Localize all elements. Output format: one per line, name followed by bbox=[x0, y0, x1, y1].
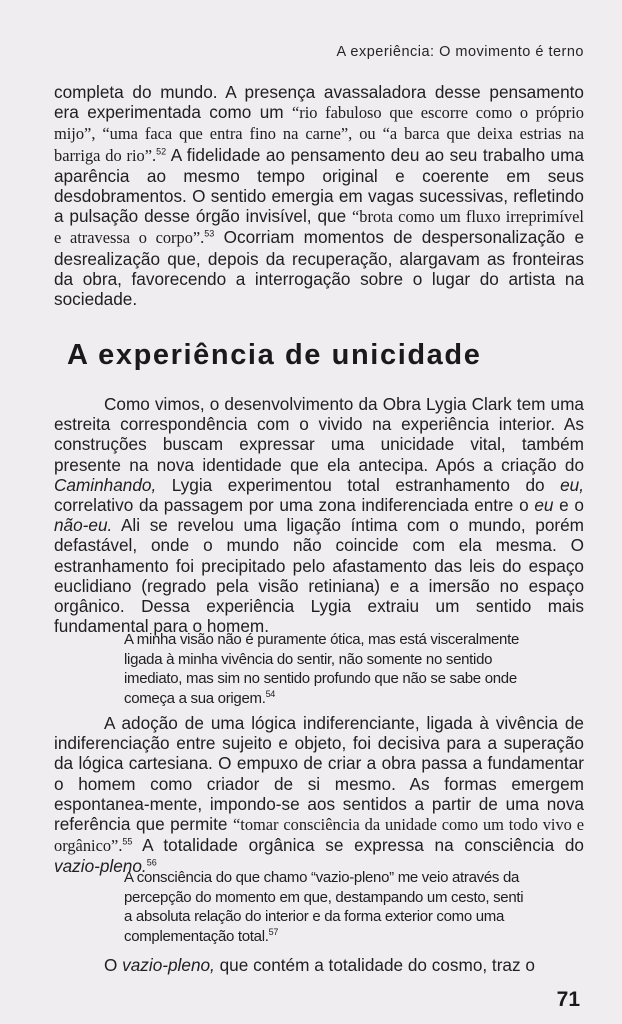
paragraph-closing bbox=[54, 955, 584, 975]
para3-italic-vazio-pleno: vazio-pleno. bbox=[54, 856, 147, 877]
footnote-ref-52[interactable]: 52 bbox=[156, 145, 167, 156]
para4-text-2: que contém a totalidade do cosmo, traz o bbox=[214, 955, 535, 975]
section-heading: A experiência de unicidade bbox=[67, 339, 482, 371]
para1-text-1: completa do mundo. A presença avassaladora desse pensamento era experimentada como um bbox=[54, 82, 584, 123]
footnote-ref-56[interactable]: 56 bbox=[146, 857, 157, 868]
para1-text-2: A fidelidade ao pensamento deu ao seu trabalho uma aparência ao mesmo tempo original e coerente em seus desdobramentos. O sentido emergia em vagas sucessivas, refletindo a pulsação desse órgão invisível, que bbox=[54, 144, 584, 227]
block-quote-vazio-pleno bbox=[124, 868, 524, 946]
footnote-ref-57[interactable]: 57 bbox=[268, 926, 279, 937]
para2-italic-eu-2: eu bbox=[534, 495, 554, 516]
paragraph-logic bbox=[54, 713, 584, 877]
para1-text-3: Ocorriam momentos de despersonalização e desrealização que, depois da recuperação, alargavam as fronteiras da obra, favorecendo a interrogação sobre o lugar do artista na sociedade. bbox=[54, 227, 584, 310]
para2-text-1: Como vimos, o desenvolvimento da Obra Lygia Clark tem uma estreita correspondência com o vivido na experiência interior. As construções buscam expressar uma unicidade vital, também presente na nova identidade que ela antecipa. Após a criação do bbox=[54, 394, 584, 475]
para2-italic-nao-eu: não-eu. bbox=[54, 515, 113, 536]
footnote-ref-55[interactable]: 55 bbox=[122, 836, 133, 847]
paragraph-unicity bbox=[54, 394, 584, 636]
para2-text-3: correlativo da passagem por uma zona indiferenciada entre o bbox=[54, 495, 535, 516]
page-number: 71 bbox=[556, 988, 580, 1011]
para3-quote-1: “tomar consciência da unidade como um todo vivo e orgânico”. bbox=[54, 815, 584, 856]
quote1-text: A minha visão não é puramente ótica, mas está visceralmente ligada à minha vivência do sentir, não somente no sentido imediato, mas sim no sentido profundo que não se sabe onde começa a sua origem. bbox=[124, 631, 520, 707]
footnote-ref-54[interactable]: 54 bbox=[265, 688, 275, 699]
para1-quote-2: “brota como um fluxo irreprimível e atravessa o corpo”. bbox=[54, 207, 584, 248]
para4-italic-vazio-pleno: vazio-pleno, bbox=[122, 955, 215, 975]
para2-italic-caminhando: Caminhando, bbox=[54, 474, 157, 495]
para4-text-1: O bbox=[104, 955, 123, 975]
para1-quote-1: “rio fabuloso que escorre como o próprio mijo”, “uma faca que entra fino na carne”, ou “a barca que deixa estrias na barriga do rio”. bbox=[54, 103, 584, 165]
block-quote-vision bbox=[124, 630, 524, 708]
paragraph-intro bbox=[54, 82, 584, 309]
para2-text-5: Ali se revelou uma ligação íntima com o mundo, porém defastável, onde o mundo não coincide com ela mesma. O estranhamento foi precipitado pelo afastamento das leis do espaço euclidiano (regrado pela visão retiniana) e a imersão no espaço orgânico. Dessa experiência Lygia extraiu um sentido mais fundamental para o homem. bbox=[54, 515, 584, 637]
running-head: A experiência: O movimento é terno bbox=[336, 44, 584, 60]
para3-text-2: A totalidade orgânica se expressa na consciência do bbox=[132, 835, 584, 856]
para3-text-1: A adoção de uma lógica indiferenciante, ligada à vivência de indiferenciação entre sujeito e objeto, foi decisiva para a superação da lógica cartesiana. O empuxo de criar a obra passa a fundamentar o homem como criador de si mesmo. As formas emergem espontanea-mente, impondo-se aos sentidos a partir de uma nova referência que permite bbox=[54, 713, 584, 835]
para2-italic-eu: eu, bbox=[560, 474, 584, 495]
para2-text-2: Lygia experimentou total estranhamento do bbox=[156, 474, 561, 495]
quote2-text: A consciência do que chamo “vazio-pleno” me veio através da percepção do momento em que, destampando um cesto, senti a absoluta relação do interior e da forma exterior como uma complementação total. bbox=[124, 869, 524, 945]
footnote-ref-53[interactable]: 53 bbox=[204, 228, 215, 239]
para2-text-4: e o bbox=[553, 495, 584, 516]
